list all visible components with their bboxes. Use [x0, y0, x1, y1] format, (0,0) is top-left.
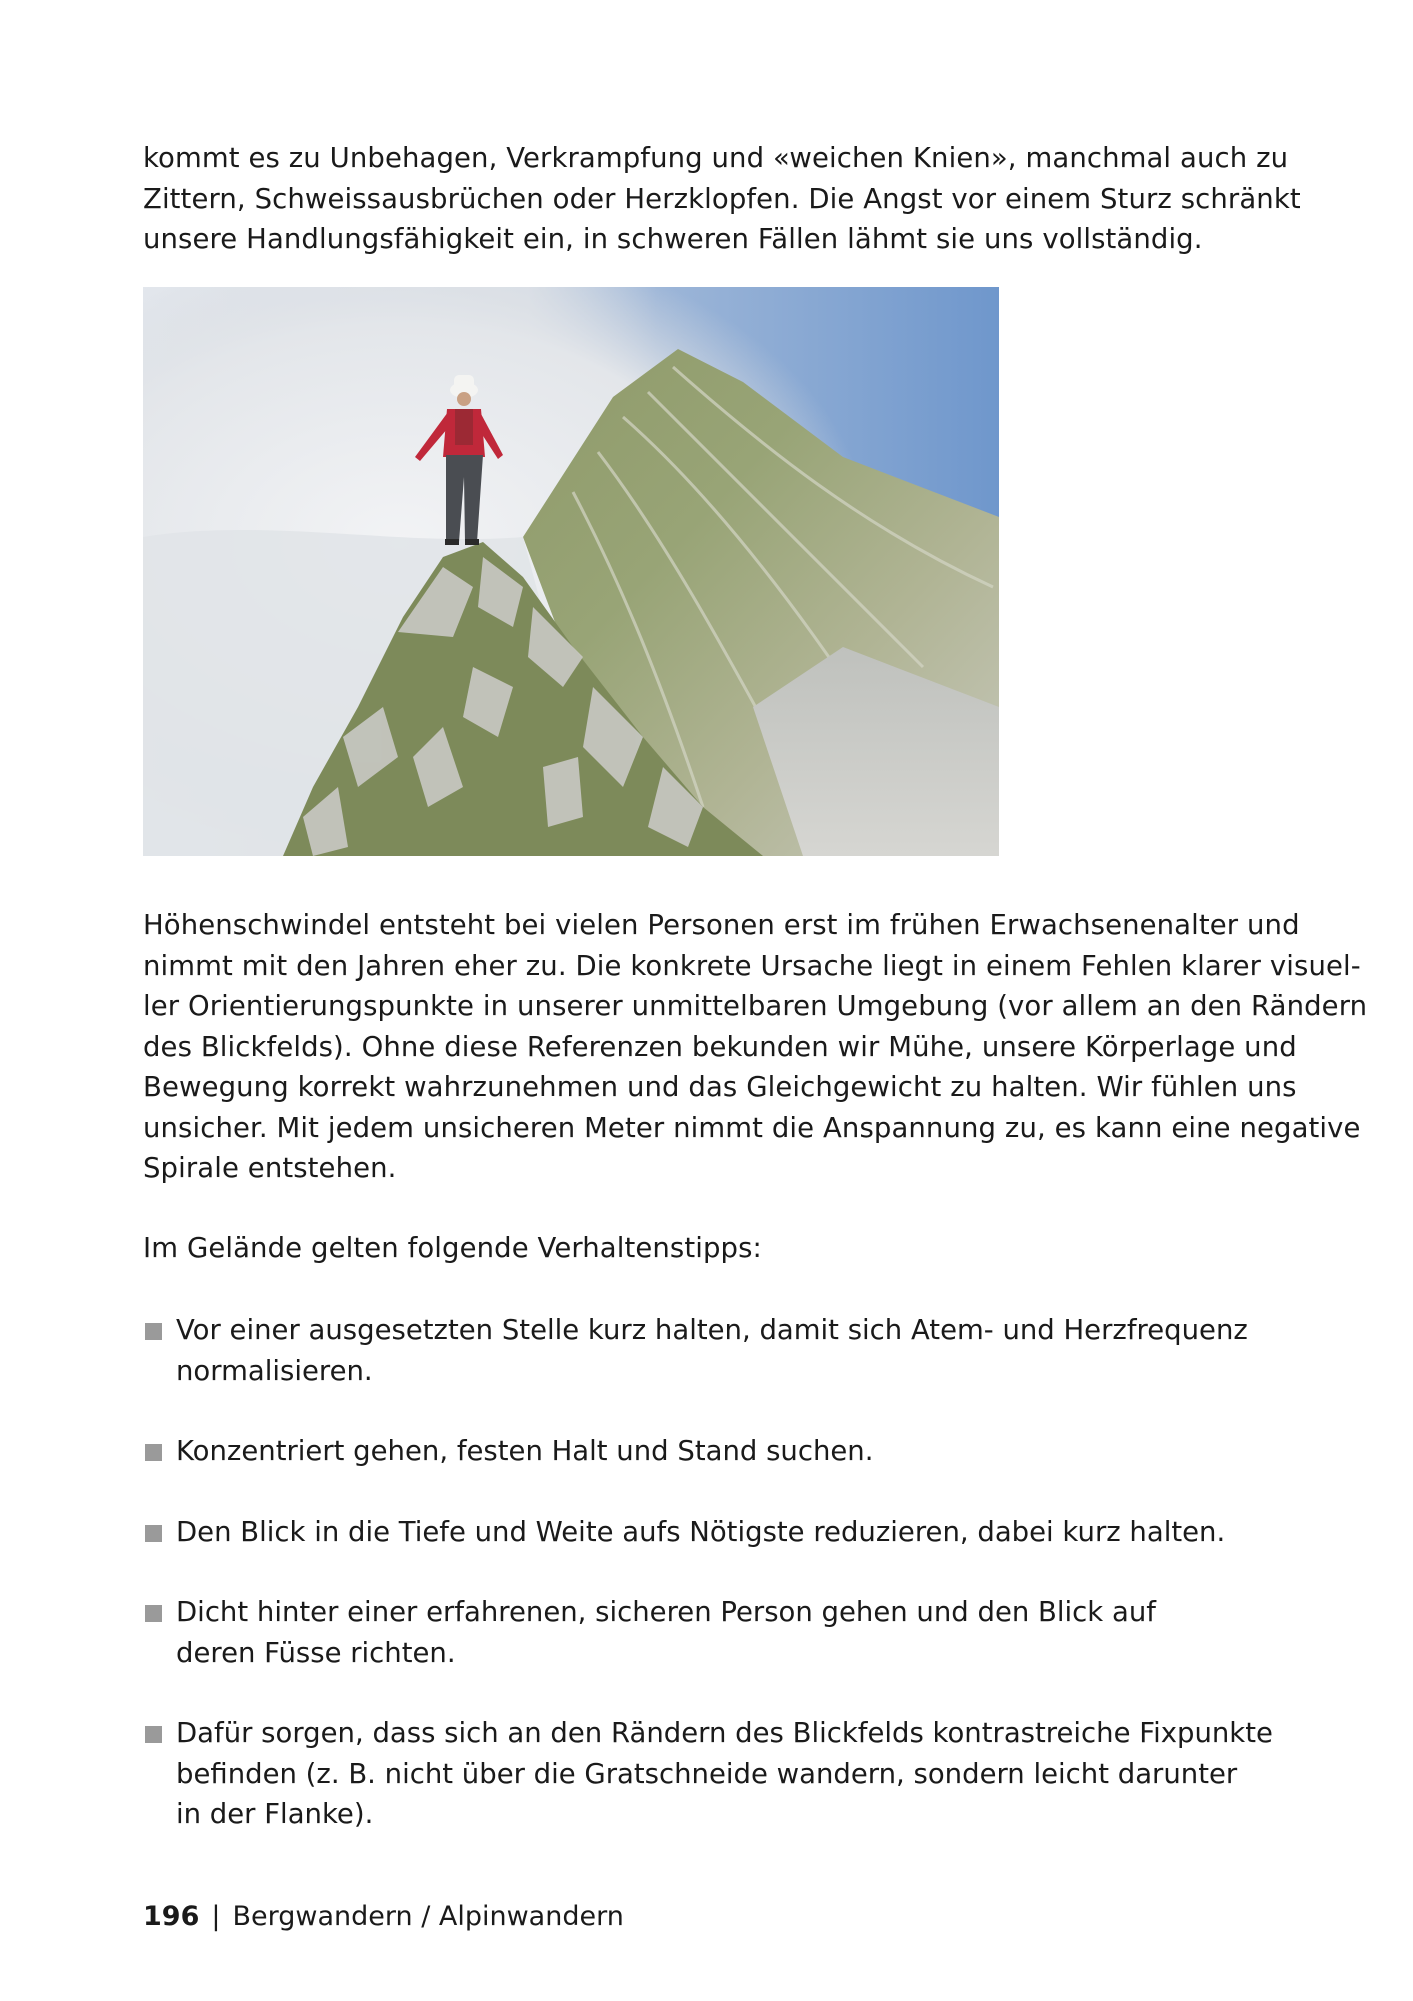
paragraph-line: ler Orientierungspunkte in unserer unmittelbaren Umgebung (vor allem an den Rändern — [143, 990, 1368, 1022]
paragraph-line: Bewegung korrekt wahrzunehmen und das Gleichgewicht zu halten. Wir fühlen uns — [143, 1071, 1297, 1103]
list-item-line: Den Blick in die Tiefe und Weite aufs Nötigste reduzieren, dabei kurz halten. — [176, 1515, 1226, 1548]
square-bullet-icon — [145, 1323, 162, 1340]
list-item — [143, 1310, 1275, 1391]
paragraph-line: unsicher. Mit jedem unsicheren Meter nimmt die Anspannung zu, es kann eine negative — [143, 1111, 1361, 1144]
square-bullet-icon — [145, 1525, 162, 1542]
page-footer — [143, 1899, 624, 1935]
tips-list — [143, 1310, 1275, 1875]
paragraph-line: Spirale entstehen. — [143, 1152, 397, 1184]
square-bullet-icon — [145, 1726, 162, 1743]
paragraph-line: des Blickfelds). Ohne diese Referenzen bekunden wir Mühe, unsere Körperlage und — [143, 1030, 1297, 1063]
paragraph-line: Zittern, Schweissausbrüchen oder Herzklopfen. Die Angst vor einem Sturz schränkt — [143, 182, 1301, 215]
list-item-line: befinden (z. B. nicht über die Gratschneide wandern, sondern leicht darunter — [176, 1757, 1238, 1790]
paragraph-line: Höhenschwindel entsteht bei vielen Personen erst im frühen Erwachsenenalter und — [143, 909, 1300, 941]
list-item-line: Dicht hinter einer erfahrenen, sicheren Person gehen und den Blick auf — [176, 1596, 1156, 1628]
list-item — [143, 1713, 1275, 1835]
list-item-line: normalisieren. — [176, 1354, 373, 1387]
paragraph-1 — [143, 138, 1301, 260]
page-number: 196 — [143, 1901, 200, 1932]
footer-separator: | — [211, 1901, 221, 1932]
list-item — [143, 1431, 1275, 1472]
section-title: Bergwandern / Alpinwandern — [232, 1901, 624, 1932]
mountain-ridge-photo — [143, 287, 999, 856]
list-item-line: Dafür sorgen, dass sich an den Rändern des Blickfelds kontrastreiche Fixpunkte — [176, 1717, 1273, 1749]
square-bullet-icon — [145, 1444, 162, 1461]
list-item-line: in der Flanke). — [176, 1798, 374, 1830]
list-item — [143, 1592, 1275, 1673]
list-item-line: Vor einer ausgesetzten Stelle kurz halten, damit sich Atem- und Herzfrequenz — [176, 1314, 1248, 1346]
list-item — [143, 1512, 1275, 1553]
paragraph-line: nimmt mit den Jahren eher zu. Die konkrete Ursache liegt in einem Fehlen klarer visuel- — [143, 949, 1361, 982]
tips-intro: Im Gelände gelten folgende Verhaltenstipps: — [143, 1232, 762, 1264]
paragraph-line: kommt es zu Unbehagen, Verkrampfung und «weichen Knien», manchmal auch zu — [143, 142, 1289, 174]
square-bullet-icon — [145, 1605, 162, 1622]
paragraph-2 — [143, 905, 1368, 1189]
list-item-line: deren Füsse richten. — [176, 1636, 456, 1669]
paragraph-line: unsere Handlungsfähigkeit ein, in schweren Fällen lähmt sie uns vollständig. — [143, 223, 1203, 255]
list-item-line: Konzentriert gehen, festen Halt und Stand suchen. — [176, 1435, 874, 1467]
